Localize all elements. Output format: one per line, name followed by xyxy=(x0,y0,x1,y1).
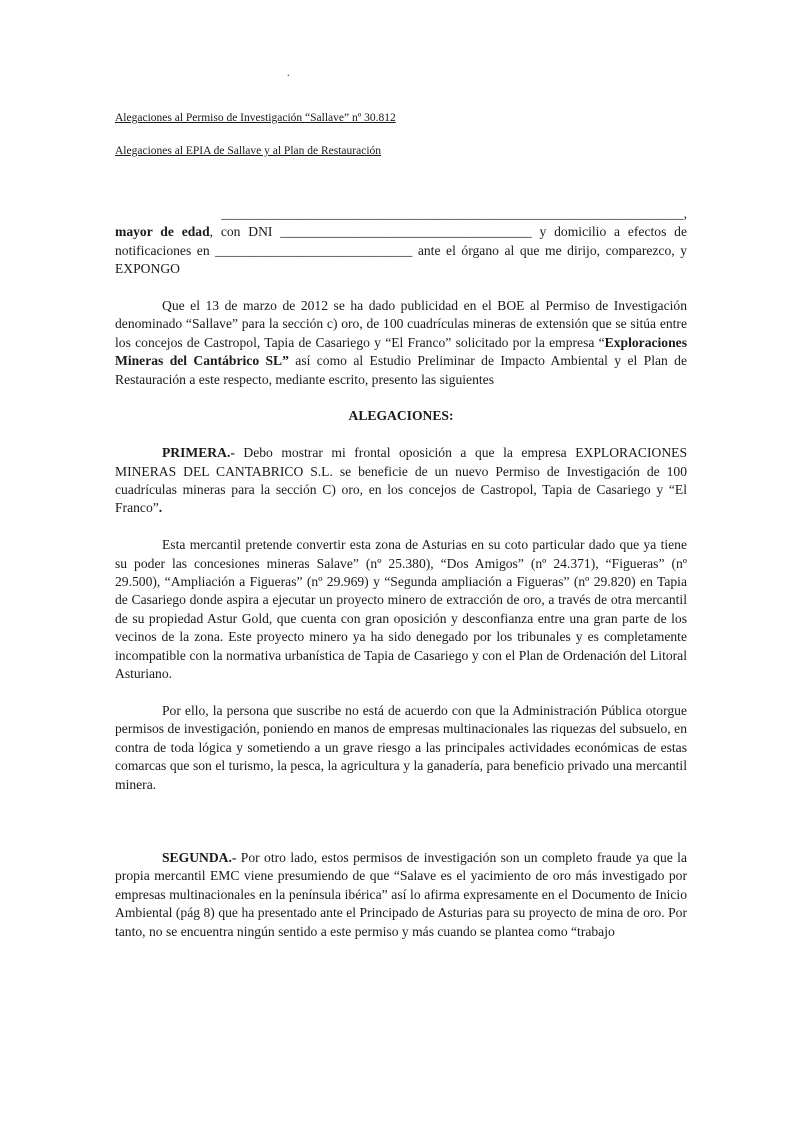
segunda-paragraph xyxy=(115,849,687,941)
document-body xyxy=(115,205,687,941)
header-title-permiso: Alegaciones al Permiso de Investigación “Sallave” nº 30.812 xyxy=(115,112,396,124)
primera-text: Debo mostrar mi frontal oposición a que la empresa EXPLORACIONES MINERAS DEL CANTABRICO S.L. se beneficie de un nuevo Permiso de Investigación de 100 cuadrículas mineras para la sección C) oro, en los concejos de Castropol, Tapia de Casariego y “El Franco” xyxy=(115,445,687,516)
intro-rest: , con DNI _____________________________________ y domicilio a efectos de notificaciones en _____________________________ ante el órgano al que me dirijo, comparezco, y EXPONGO xyxy=(115,224,687,277)
expone-post: así como al Estudio Preliminar de Impacto Ambiental y el Plan de Restauración a este respecto, mediante escrito, presento las siguientes xyxy=(115,353,688,387)
expone-pre: Que el 13 de marzo de 2012 se ha dado publicidad en el BOE al Permiso de Investigación denominado “Sallave” para la sección c) oro, de 100 cuadrículas mineras de extensión que se sitúa entre los concejos de Castropol, Tapia de Casariego y “El Franco” solicitado por la empresa “ xyxy=(115,298,687,350)
alegaciones-title: ALEGACIONES: xyxy=(348,408,454,424)
primera-label: PRIMERA.- xyxy=(162,445,235,461)
name-blank-line: ____________________________________________________________________, xyxy=(221,206,687,221)
stray-dot: . xyxy=(287,68,290,79)
intro-bold: mayor de edad xyxy=(115,224,210,240)
header-title-epia: Alegaciones al EPIA de Sallave y al Plan de Restauración xyxy=(115,145,382,157)
segunda-text: Por otro lado, estos permisos de investigación son un completo fraude ya que la propia mercantil EMC viene presumiendo de que “Salave es el yacimiento de oro más investigado por empresas multinacionales en la península ibérica” así lo afirma expresamente en el Documento de Inicio Ambiental (pág 8) que ha presentado ante el Principado de Asturias para su proyecto de mina de oro. Por tanto, no se encuentra ningún sentido a este permiso y más cuando se plantea como “trabajo xyxy=(115,849,687,939)
expone-paragraph xyxy=(115,297,687,389)
porello-paragraph: Por ello, la persona que suscribe no está de acuerdo con que la Administración Pública otorgue permisos de investigación, poniendo en manos de empresas multinacionales las riquezas del subsuelo, en contra de toda lógica y sometiendo a un grave riesgo a las principales actividades económicas de estas comarcas que son el turismo, la pesca, la agricultura y la ganadería, para beneficio privado una mercantil minera. xyxy=(115,702,687,792)
mercantil-paragraph: Esta mercantil pretende convertir esta zona de Asturias en su coto particular dado que ya tiene su poder las concesiones mineras Salave” (nº 25.380), “Dos Amigos” (nº 24.371), “Figueras” (nº 29.500), “Ampliación a Figueras” (nº 29.969) y “Segunda ampliación a Figueras” (nº 29.820) en Tapia de Casariego donde aspira a ejecutar un proyecto minero de extracción de oro, a través de otra mercantil de su propiedad Astur Gold, que cuenta con gran oposición y desconfianza entre una gran parte de los vecinos de la zona. Este proyecto minero ya ha sido denegado por los tribunales y es completamente incompatible con la normativa urbanística de Tapia de Casariego y con el Plan de Ordenación del Litoral Asturiano. xyxy=(115,537,687,682)
segunda-label: SEGUNDA.- xyxy=(162,849,237,865)
expone-company: Exploraciones Mineras del Cantábrico SL” xyxy=(115,334,687,369)
intro-paragraph xyxy=(115,223,687,278)
primera-end: . xyxy=(158,500,163,516)
primera-paragraph xyxy=(115,444,687,518)
